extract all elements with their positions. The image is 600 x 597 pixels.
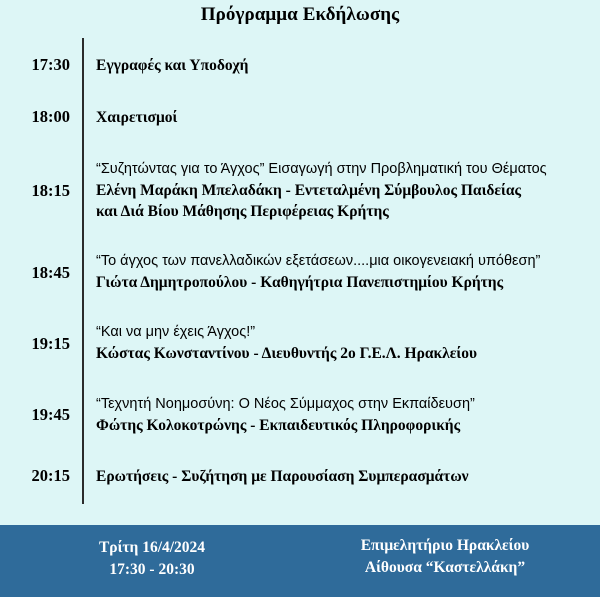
speaker-line: Φώτης Κολοκοτρώνης - Εκπαιδευτικός Πληροφορικής bbox=[96, 417, 461, 434]
schedule-time: 17:30 bbox=[31, 55, 70, 74]
schedule-entry bbox=[96, 466, 596, 487]
schedule-line: Εγγραφές και Υποδοχή bbox=[96, 57, 249, 74]
event-location bbox=[340, 535, 550, 579]
talk-title: “Το άγχος των πανελλαδικών εξετάσεων....μια οικογενειακή υπόθεση” bbox=[96, 253, 541, 269]
schedule-entry bbox=[96, 159, 596, 222]
event-room: Αίθουσα “Καστελλάκη” bbox=[364, 559, 526, 576]
schedule-entry bbox=[96, 394, 596, 436]
event-datetime bbox=[62, 537, 242, 581]
talk-title: “Και να μην έχεις Άγχος!” bbox=[96, 324, 256, 340]
schedule-entry bbox=[96, 322, 596, 364]
schedule-time: 18:00 bbox=[31, 107, 70, 126]
schedule-line: Χαιρετισμοί bbox=[96, 109, 178, 126]
talk-title: “Συζητώντας για το Άγχος” Εισαγωγή στην Προβληματική του Θέματος bbox=[96, 161, 547, 177]
speaker-line: και Διά Βίου Μάθησης Περιφέρειας Κρήτης bbox=[96, 203, 389, 220]
schedule-time: 18:15 bbox=[31, 181, 70, 200]
schedule-entry bbox=[96, 55, 596, 76]
speaker-line: Ελένη Μαράκη Μπελαδάκη - Εντεταλμένη Σύμβουλος Παιδείας bbox=[96, 182, 522, 199]
schedule-time: 19:45 bbox=[31, 405, 70, 424]
talk-title: “Τεχνητή Νοημοσύνη: Ο Νέος Σύμμαχος στην Εκπαίδευση” bbox=[96, 396, 475, 412]
schedule-entry bbox=[96, 107, 596, 128]
event-date: Τρίτη 16/4/2024 bbox=[98, 539, 206, 556]
speaker-line: Γιώτα Δημητροπούλου - Καθηγήτρια Πανεπιστημίου Κρήτης bbox=[96, 274, 504, 291]
schedule-time: 20:15 bbox=[31, 466, 70, 485]
timeline-divider bbox=[82, 38, 84, 504]
footer-banner bbox=[0, 525, 600, 597]
page-title: Πρόγραμμα Εκδήλωσης bbox=[200, 4, 400, 25]
speaker-line: Κώστας Κωνσταντίνου - Διευθυντής 2ο Γ.Ε.Λ. Ηρακλείου bbox=[96, 345, 477, 362]
schedule-line: Ερωτήσεις - Συζήτηση με Παρουσίαση Συμπερασμάτων bbox=[96, 468, 469, 485]
event-hours: 17:30 - 20:30 bbox=[109, 561, 195, 578]
schedule-entry bbox=[96, 251, 596, 293]
event-venue: Επιμελητήριο Ηρακλείου bbox=[360, 537, 530, 554]
schedule-time: 19:15 bbox=[31, 334, 70, 353]
schedule-time: 18:45 bbox=[31, 263, 70, 282]
